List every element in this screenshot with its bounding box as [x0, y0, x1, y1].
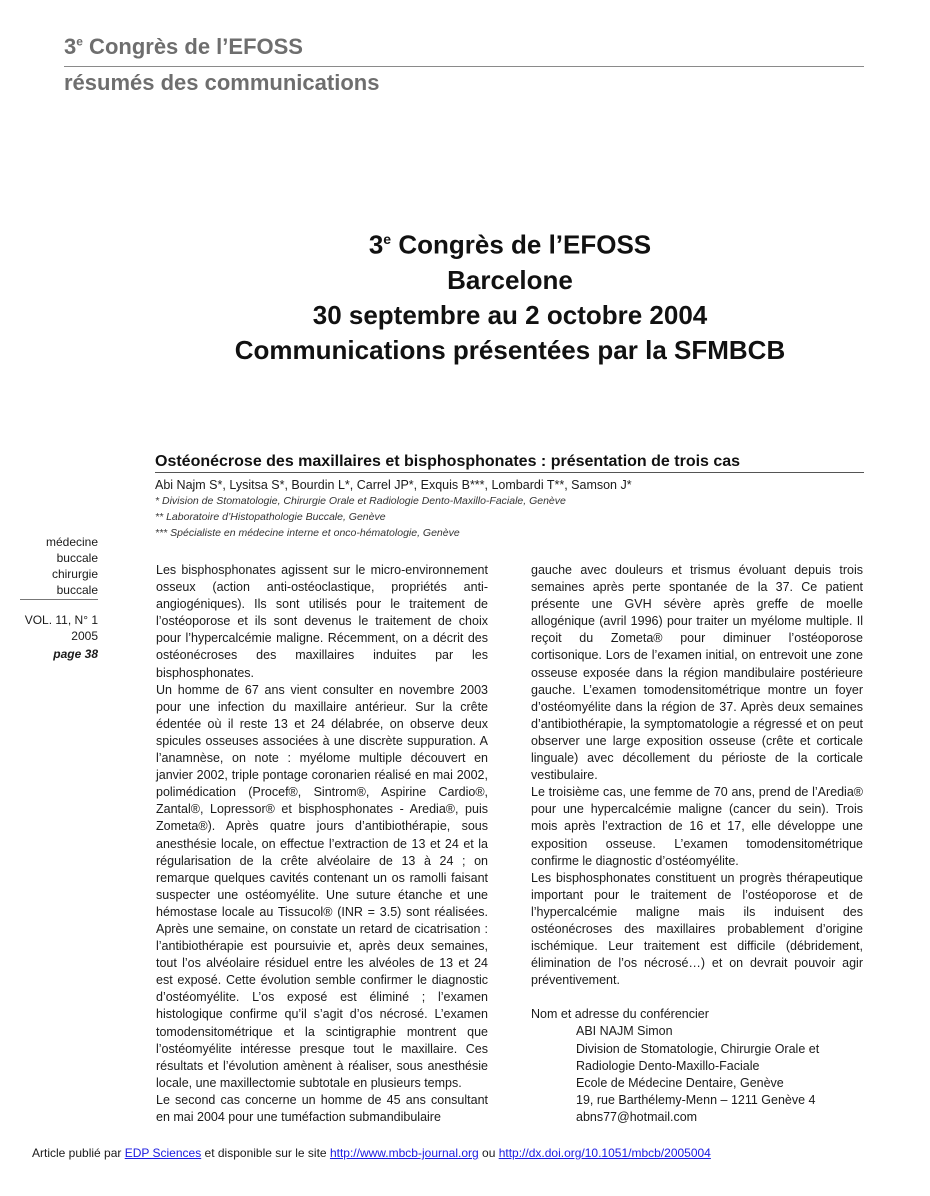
- running-header-title: 3e Congrès de l’EFOSS: [64, 34, 303, 59]
- journal-volume: VOL. 11, N° 1: [24, 613, 98, 627]
- running-header-subtitle: résumés des communications: [64, 70, 380, 95]
- address-line: Division de Stomatologie, Chirurgie Orale et: [576, 1041, 820, 1056]
- congress-dates: 30 septembre au 2 octobre 2004: [312, 299, 708, 330]
- sidebar-rule: [20, 599, 98, 600]
- journal-name-line: buccale: [56, 551, 98, 565]
- publisher-link[interactable]: EDP Sciences: [124, 1146, 202, 1160]
- speaker-name: ABI NAJM Simon: [576, 1024, 673, 1039]
- doi-link[interactable]: http://dx.doi.org/10.1051/mbcb/2005004: [498, 1146, 711, 1160]
- congress-communications: Communications présentées par la SFMBCB: [234, 334, 786, 365]
- journal-name: [10, 534, 98, 598]
- address-line: Radiologie Dento-Maxillo-Faciale: [576, 1058, 760, 1073]
- journal-name-line: médecine: [45, 535, 98, 549]
- body-column-left: [156, 562, 488, 1126]
- journal-name-line: chirurgie: [51, 567, 98, 581]
- paragraph: Les bisphosphonates constituent un progrès thérapeutique important pour le traitement de l’ostéoporose et de l’hypercalcémie maligne mais ils induisent des ostéonécroses des maxillaires probablement d’origine ischémique. Leur traitement est difficile (débridement, élimination de l’os nécrosé…) et on devrait pouvoir agir préventivement.: [531, 870, 863, 988]
- paragraph: gauche avec douleurs et trismus évoluant depuis trois semaines après perte spontanée de la 37. Ce patient présente une GVH sévère après greffe de moelle allogénique (avril 1996) pour traiter un myélome multiple. Il reçoit du Zometa® pour diminuer l’ostéoporose cortisonique. Lors de l’examen initial, on entrevoit une zone osseuse exposée dans la région mandibulaire postérieure gauche. L’examen tomodensitométrique montre un foyer d’ostéomyélite dans la région de 37. Après deux semaines d’antibiothérapie, la symptomatologie a régressé et on peut observer une large exposition osseuse (crête et corticale linguale) avec décollement du périoste de la corticale vestibulaire.: [531, 563, 863, 783]
- paragraph: Le second cas concerne un homme de 45 ans consultant en mai 2004 pour une tuméfaction submandibulaire: [156, 1092, 488, 1124]
- affiliation-3: *** Spécialiste en médecine interne et onco-hématologie, Genève: [155, 527, 460, 539]
- address-line: 19, rue Barthélemy-Menn – 1211 Genève 4: [576, 1092, 816, 1107]
- congress-title-block: [0, 222, 930, 368]
- body-column-right: [531, 562, 863, 1126]
- affiliation-1: * Division de Stomatologie, Chirurgie Orale et Radiologie Dento-Maxillo-Faciale, Genève: [155, 495, 566, 507]
- footer-text: et disponible sur le site: [201, 1146, 330, 1160]
- article-title: Ostéonécrose des maxillaires et bisphosphonates : présentation de trois cas: [155, 453, 741, 470]
- header-rule: [64, 66, 864, 67]
- paragraph: Le troisième cas, une femme de 70 ans, prend de l’Aredia® pour une hypercalcémie maligne (cancer du sein). Trois mois après l’extraction de 16 et 17, elle développe une exposition osseuse. L’examen tomodensitométrique confirme le diagnostic d’ostéomyélite.: [531, 785, 863, 868]
- address-heading: Nom et adresse du conférencier: [531, 1007, 709, 1022]
- footer-text: ou: [478, 1146, 499, 1160]
- paragraph: Un homme de 67 ans vient consulter en novembre 2003 pour une infection du maxillaire antérieur. Sur la crête édentée où il reste 13 et 24 délabrée, on observe deux spicules osseuses associées à une discrète suppuration. A l’anamnèse, on note : myélome multiple découvert en janvier 2002, triple pontage coronarien réalisé en mai 2002, polimédication (Procef®, Sintrom®, Aspirine Cardio®, Zantal®, Lopressor® et bisphosphonates - Aredia®, puis Zometa®). Après quatre jours d’antibiothérapie, sous anesthésie locale, on effectue l’extraction de 13 et 24 et la régularisation de la crête alvéolaire de 13 à 24 ; on remarque quelques cavités contenant un os ramolli faisant suspecter une ostéomyélite. Une suture étanche et une hémostase locale au Tissucol® (INR = 3.5) sont réalisées. Après une semaine, on constate un retard de cicatrisation : l’antibiothérapie est poursuivie et, après deux semaines, tout l’os alvéolaire résiduel entre les alvéoles de 13 et 24 est exposé. Cette évolution semble confirmer le diagnostic d’ostéomyélite. L’os exposé est éliminé ; l’examen histologique confirme qu’il s’agit d’os nécrosé. L’examen tomodensitométrique et la scintigraphie montrent que l’ostéomyélite intéresse presque tout le maxillaire. Ces résultats et l’évolution amènent à réaliser, sous anesthésie locale, une maxillectomie subtotale en plusieurs temps.: [156, 682, 488, 1090]
- journal-name-line: buccale: [56, 583, 98, 597]
- paragraph: Les bisphosphonates agissent sur le micro-environnement osseux (action anti-ostéoclastique, propriétés anti-angiogéniques). Ils sont utilisés pour le traitement de l’ostéoporose et ils sont devenus le traitement de choix pour l’hypercalcémie maligne. Récemment, on a décrit des ostéonécroses des maxillaires induites par les bisphosphonates.: [156, 563, 488, 680]
- journal-site-link[interactable]: http://www.mbcb-journal.org: [329, 1146, 479, 1160]
- article-title-rule: [155, 472, 864, 473]
- affiliation-2: ** Laboratoire d’Histopathologie Buccale, Genève: [155, 511, 386, 523]
- address-line: Ecole de Médecine Dentaire, Genève: [576, 1075, 784, 1090]
- publication-footer: [32, 1146, 711, 1160]
- speaker-email: abns77@hotmail.com: [576, 1109, 698, 1124]
- footer-text: Article publié par: [32, 1146, 125, 1160]
- page-number: page 38: [53, 647, 98, 661]
- congress-title: 3e Congrès de l’EFOSS: [368, 229, 652, 260]
- congress-city: Barcelone: [447, 264, 573, 295]
- article-authors: Abi Najm S*, Lysitsa S*, Bourdin L*, Carrel JP*, Exquis B***, Lombardi T**, Samson J*: [155, 478, 632, 492]
- journal-year: 2005: [71, 629, 98, 643]
